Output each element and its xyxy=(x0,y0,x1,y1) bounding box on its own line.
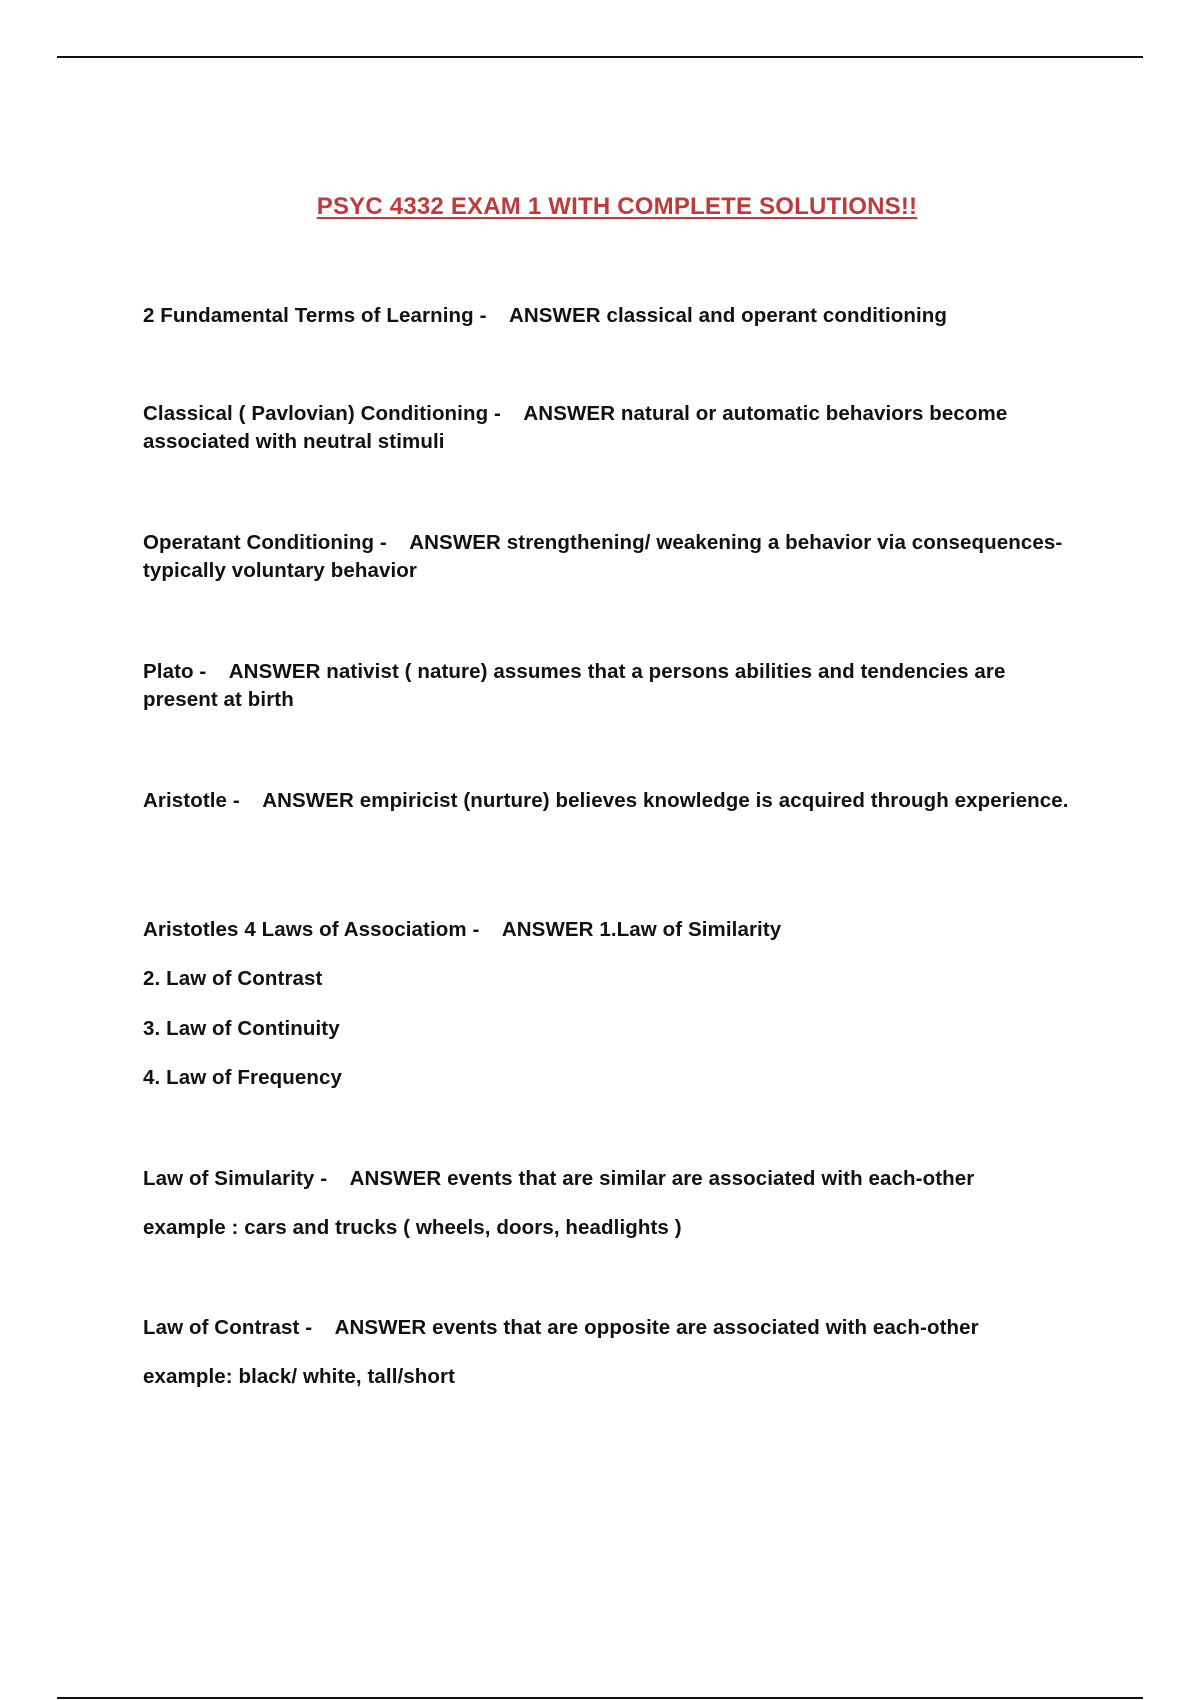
answer-text: events that are similar are associated with each-other xyxy=(447,1167,975,1190)
example-line: example: black/ white, tall/short xyxy=(143,1365,456,1388)
term: Law of Simularity xyxy=(143,1167,315,1190)
answer-text: empiricist (nurture) believes knowledge is acquired through experience. xyxy=(359,789,1069,812)
answer-text: nativist ( nature) assumes that a persons abilities and tendencies are present at birth xyxy=(143,660,1006,711)
answer-label: ANSWER xyxy=(523,402,616,425)
top-rule xyxy=(57,56,1143,58)
bottom-rule xyxy=(57,1697,1143,1699)
separator: - xyxy=(473,304,509,327)
answer-text: events that are opposite are associated with each-other xyxy=(432,1316,979,1339)
term: 2 Fundamental Terms of Learning xyxy=(143,304,474,327)
answer-label: ANSWER xyxy=(508,304,601,327)
answer-label: ANSWER xyxy=(228,660,321,683)
document-title: PSYC 4332 EXAM 1 WITH COMPLETE SOLUTIONS!! xyxy=(316,193,918,220)
answer-label: ANSWER xyxy=(334,1316,427,1339)
answer-text: classical and operant conditioning xyxy=(606,304,948,327)
qa-entry xyxy=(143,400,1083,456)
term: Aristotles 4 Laws of Associatiom xyxy=(143,918,467,941)
answer-text: natural or automatic behaviors become associated with neutral stimuli xyxy=(143,402,1008,453)
qa-entry xyxy=(143,787,1083,815)
separator: - xyxy=(314,1167,350,1190)
answer-label: ANSWER xyxy=(262,789,354,812)
qa-entry xyxy=(143,1314,1083,1342)
separator: - xyxy=(227,789,263,812)
separator: - xyxy=(299,1316,335,1339)
example-line: example : cars and trucks ( wheels, doors, headlights ) xyxy=(143,1216,682,1239)
qa-entry xyxy=(143,1165,1083,1193)
term: Operatant Conditioning xyxy=(143,531,375,554)
separator: - xyxy=(488,402,524,425)
qa-entry xyxy=(143,658,1083,714)
qa-entry xyxy=(143,302,1083,330)
answer-label: ANSWER xyxy=(501,918,594,941)
answer-label: ANSWER xyxy=(409,531,501,554)
answer-text: 1.Law of Similarity xyxy=(599,918,782,941)
answer-label: ANSWER xyxy=(349,1167,442,1190)
separator: - xyxy=(466,918,502,941)
answer-text: strengthening/ weakening a behavior via consequences-typically voluntary behavior xyxy=(143,531,1063,582)
separator: - xyxy=(374,531,410,554)
term: Law of Contrast xyxy=(143,1316,300,1339)
term: Classical ( Pavlovian) Conditioning xyxy=(143,402,489,425)
qa-entry xyxy=(143,916,1083,944)
term: Aristotle xyxy=(143,789,228,812)
law-list-item: 4. Law of Frequency xyxy=(143,1066,342,1089)
law-list-item: 3. Law of Continuity xyxy=(143,1017,340,1040)
separator: - xyxy=(193,660,229,683)
qa-entry xyxy=(143,529,1083,585)
term: Plato xyxy=(143,660,194,683)
law-list-item: 2. Law of Contrast xyxy=(143,967,323,990)
